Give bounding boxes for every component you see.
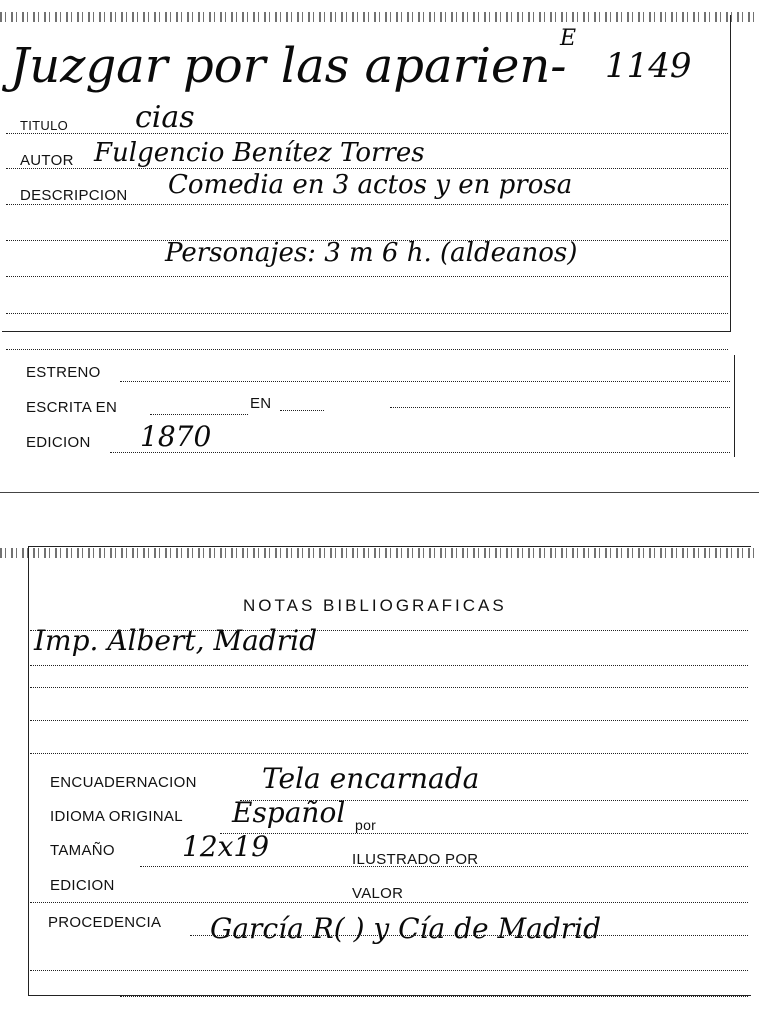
scan-divider: [0, 492, 759, 493]
ruled-line: [390, 407, 730, 408]
label-valor: VALOR: [352, 885, 404, 902]
label-descripcion: DESCRIPCION: [20, 187, 128, 204]
ruled-line: [6, 313, 728, 314]
catalog-card-front: [0, 0, 759, 492]
handwritten-notas: Imp. Albert, Madrid: [34, 624, 317, 657]
handwritten-descripcion: Comedia en 3 actos y en prosa: [168, 170, 573, 200]
label-edicion-back: EDICION: [50, 877, 115, 894]
label-titulo: TITULO: [20, 118, 69, 133]
label-ilustrado-por: ILUSTRADO POR: [352, 851, 479, 868]
ruled-line: [120, 996, 748, 997]
ruled-line: [150, 414, 248, 415]
label-idioma-original: IDIOMA ORIGINAL: [50, 808, 183, 825]
ruled-line: [6, 349, 728, 350]
handwritten-personajes: Personajes: 3 m 6 h. (aldeanos): [165, 238, 578, 268]
ruled-line: [30, 720, 748, 721]
label-edicion: EDICION: [26, 434, 91, 451]
ruled-line: [280, 410, 324, 411]
label-escrita-en: ESCRITA EN: [26, 399, 118, 416]
label-en: EN: [250, 395, 272, 412]
handwritten-title-line1: Juzgar por las aparien-: [10, 38, 567, 94]
catalog-card-back: [0, 540, 759, 1028]
ruled-line: [6, 133, 728, 134]
ruled-line: [6, 168, 728, 169]
ruled-line: [6, 204, 728, 205]
notas-heading: NOTAS BIBLIOGRAFICAS: [243, 596, 507, 615]
label-por: por: [355, 817, 377, 833]
ruled-line: [6, 276, 728, 277]
label-autor: AUTOR: [20, 152, 74, 169]
handwritten-tamano: 12x19: [182, 830, 270, 863]
handwritten-encuadernacion: Tela encarnada: [262, 762, 480, 795]
handwritten-title-line2: cias: [135, 100, 195, 135]
ruled-line: [140, 866, 748, 867]
handwritten-procedencia: García R( ) y Cía de Madrid: [210, 912, 602, 945]
label-procedencia: PROCEDENCIA: [48, 914, 162, 931]
ruled-line: [30, 902, 748, 903]
label-estreno: ESTRENO: [26, 364, 101, 381]
ruled-line: [30, 665, 748, 666]
handwritten-idioma: Español: [232, 796, 346, 829]
handwritten-ref-number: 1149: [605, 46, 692, 86]
handwritten-ref-letter: E: [560, 26, 577, 51]
label-tamano: TAMAÑO: [50, 842, 115, 859]
label-encuadernacion: ENCUADERNACION: [50, 774, 197, 791]
handwritten-autor: Fulgencio Benítez Torres: [94, 138, 425, 168]
ruled-line: [30, 687, 748, 688]
ruled-line: [190, 935, 748, 936]
ruled-line: [30, 753, 748, 754]
ruled-line: [120, 381, 730, 382]
ruled-line: [30, 970, 748, 971]
handwritten-edicion-year: 1870: [140, 420, 212, 453]
ruled-line: [220, 833, 748, 834]
